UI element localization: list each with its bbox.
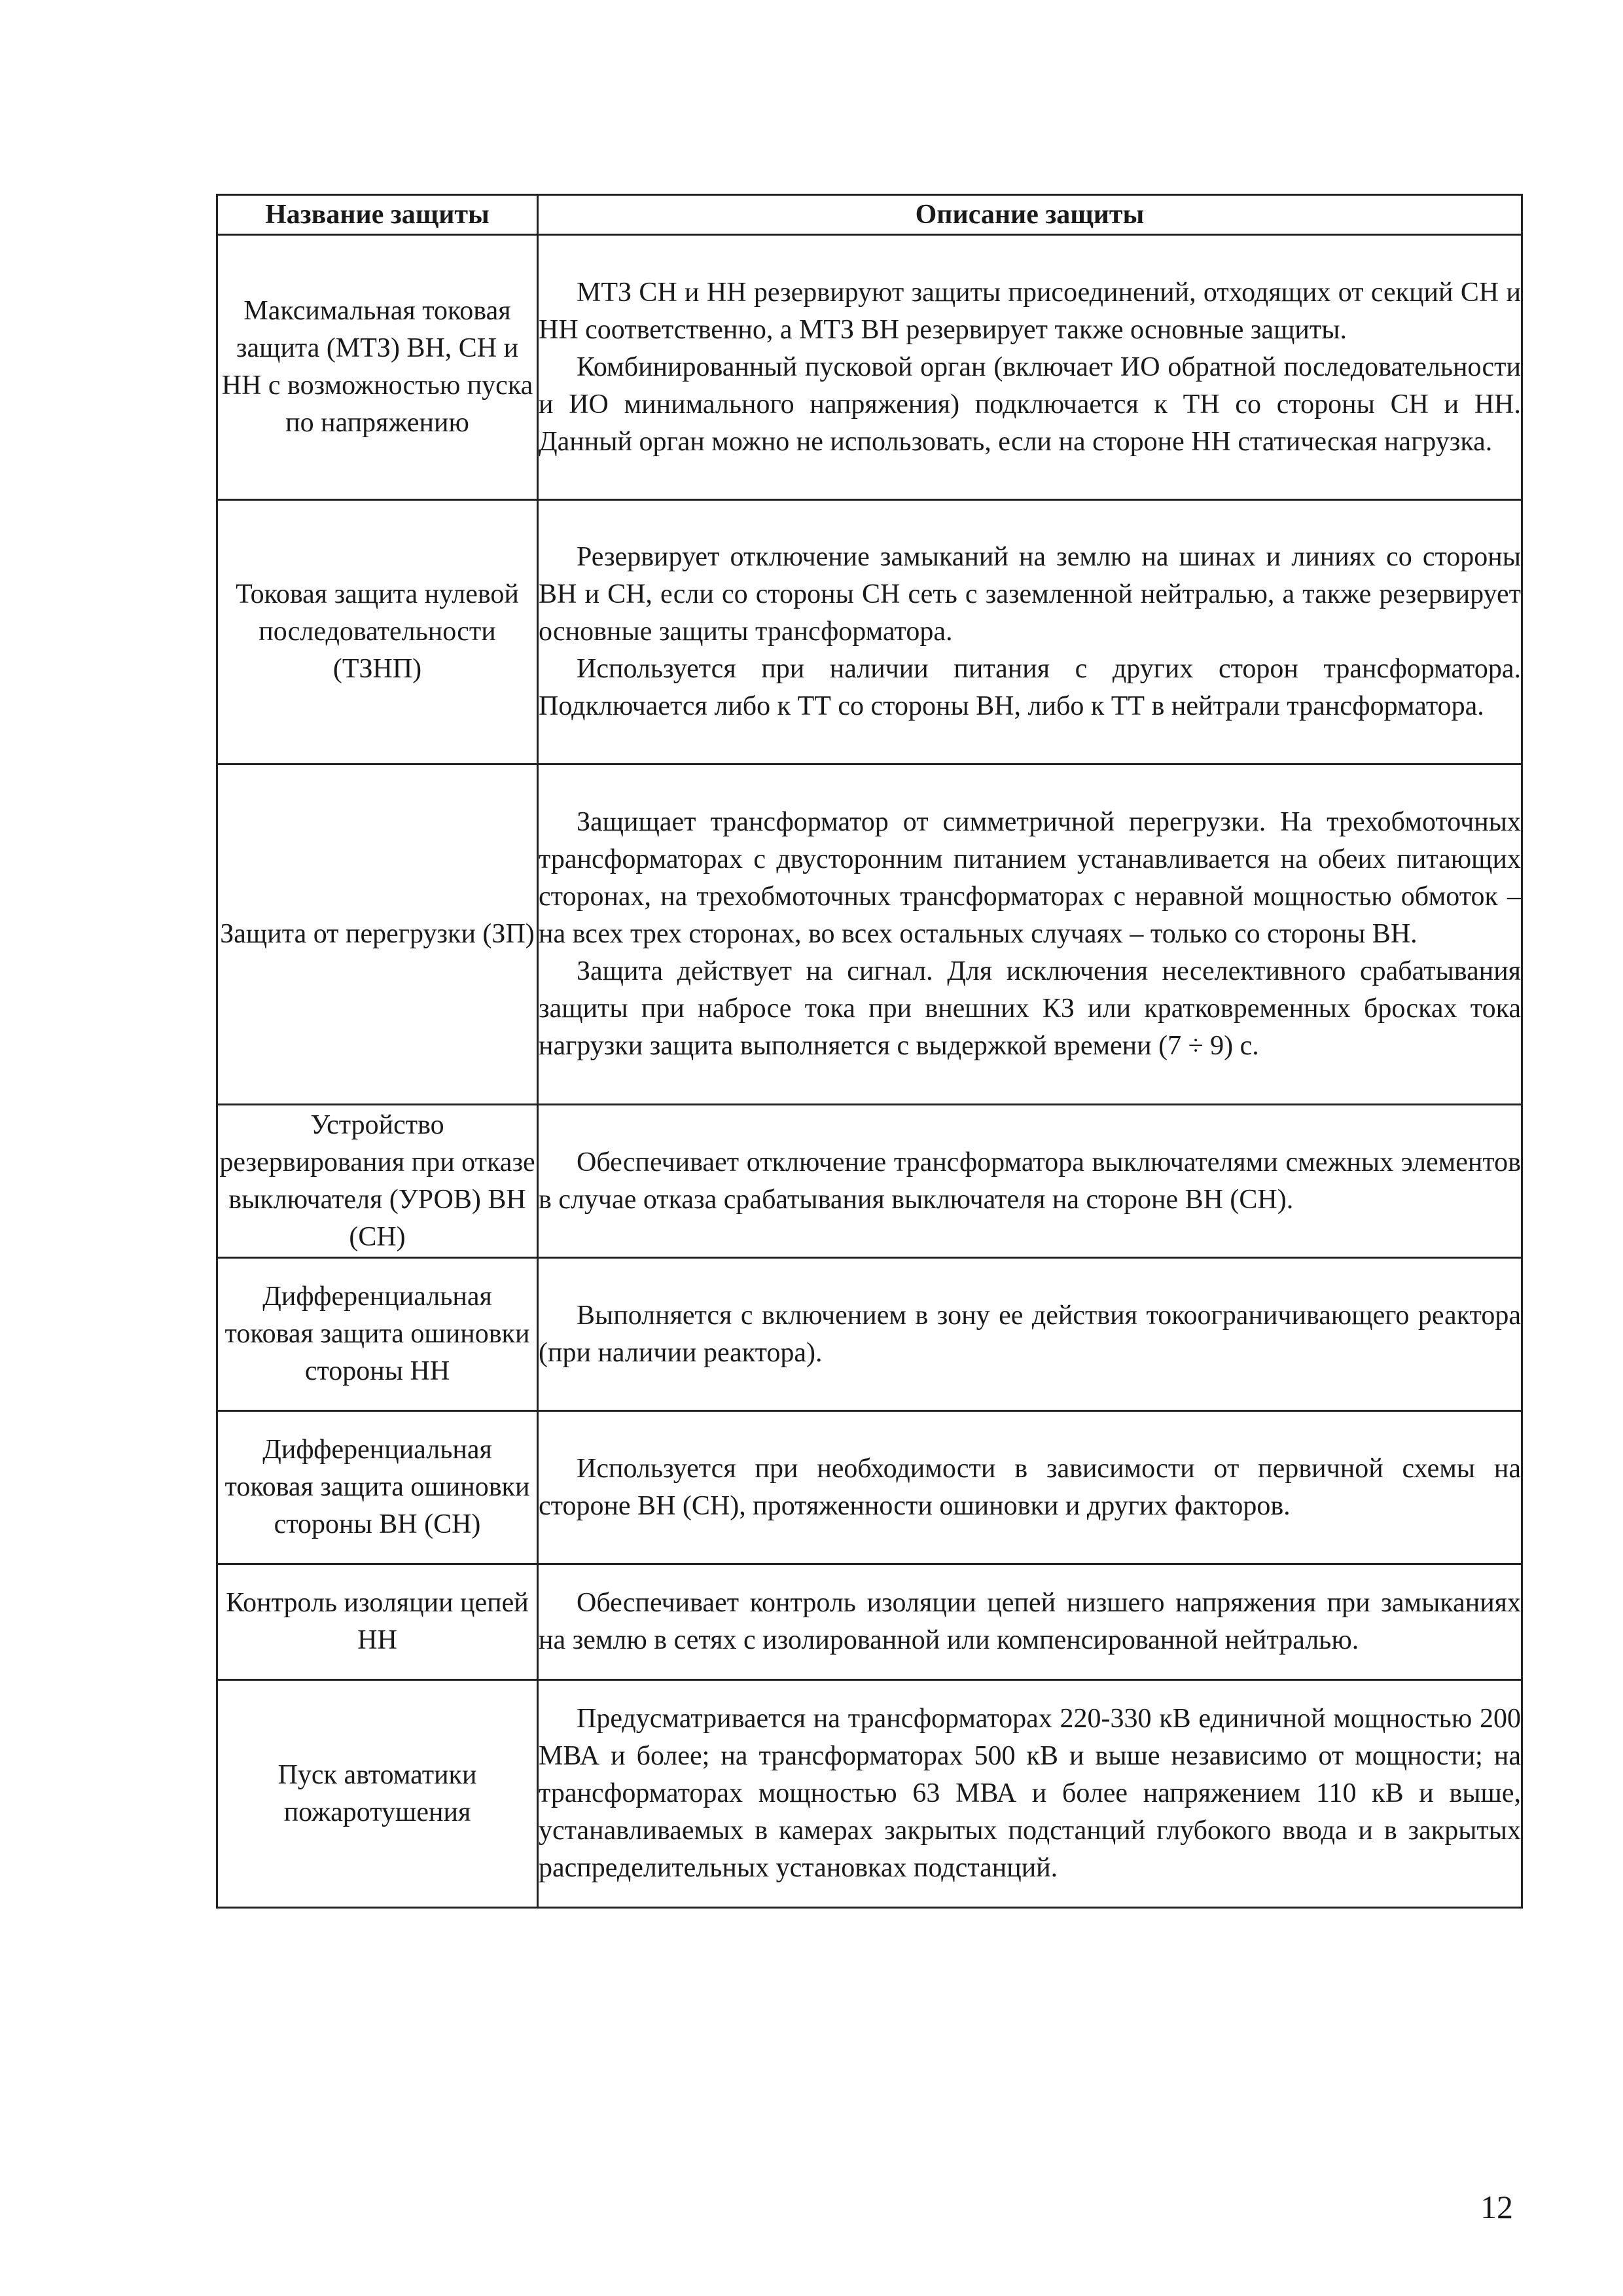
description-paragraph: МТЗ СН и НН резервируют защиты присоединений, отходящих от секций СН и НН соответственно, а МТЗ ВН резервирует также основные защиты. (539, 277, 1521, 345)
protection-description (538, 1411, 1522, 1564)
protection-name: Дифференциальная токовая защита ошиновки стороны ВН (СН) (217, 1411, 538, 1564)
protection-description (538, 1105, 1522, 1258)
protection-description (538, 1564, 1522, 1680)
protection-table (216, 194, 1523, 1909)
description-paragraph: Обеспечивает контроль изоляции цепей низшего напряжения при замыканиях на землю в сетях с изолированной или компенсированной нейтралью. (539, 1588, 1521, 1655)
table-row (217, 1680, 1522, 1908)
table-row (217, 1564, 1522, 1680)
header-protection-description: Описание защиты (538, 195, 1522, 235)
table-row (217, 1258, 1522, 1411)
protection-name: Дифференциальная токовая защита ошиновки стороны НН (217, 1258, 538, 1411)
protection-description (538, 764, 1522, 1105)
table-row (217, 235, 1522, 500)
description-paragraph: Резервирует отключение замыканий на землю на шинах и линиях со стороны ВН и СН, если со стороны СН сеть с заземленной нейтралью, а также резервирует основные защиты трансформатора. (539, 542, 1521, 647)
table-row (217, 1411, 1522, 1564)
protection-description (538, 1680, 1522, 1908)
protection-name: Устройство резервирования при отказе выключателя (УРОВ) ВН (СН) (217, 1105, 538, 1258)
protection-name: Пуск автоматики пожаротушения (217, 1680, 538, 1908)
description-paragraph: Защита действует на сигнал. Для исключения неселективного срабатывания защиты при набросе тока при внешних КЗ или кратковременных бросках тока нагрузки защита выполняется с выдержкой времени (7 ÷ 9) с. (539, 956, 1521, 1061)
table-row (217, 764, 1522, 1105)
description-paragraph: Предусматривается на трансформаторах 220-330 кВ единичной мощностью 200 МВА и более; на трансформаторах 500 кВ и выше независимо от мощности; на трансформаторах мощностью 63 МВА и более напряжением 110 кВ и выше, устанавливаемых в камерах закрытых подстанций глубокого ввода и в закрытых распределительных установках подстанций. (539, 1704, 1521, 1883)
header-protection-name: Название защиты (217, 195, 538, 235)
description-paragraph: Используется при необходимости в зависимости от первичной схемы на стороне ВН (СН), протяженности ошиновки и других факторов. (539, 1453, 1521, 1521)
table-header-row (217, 195, 1522, 235)
protection-name: Защита от перегрузки (ЗП) (217, 764, 538, 1105)
protection-description (538, 235, 1522, 500)
protection-name: Контроль изоляции цепей НН (217, 1564, 538, 1680)
protection-name: Максимальная токовая защита (МТЗ) ВН, СН и НН с возможностью пуска по напряжению (217, 235, 538, 500)
description-paragraph: Используется при наличии питания с других сторон трансформатора. Подключается либо к ТТ со стороны ВН, либо к ТТ в нейтрали трансформатора. (539, 654, 1521, 721)
description-paragraph: Выполняется с включением в зону ее действия токоограничивающего реактора (при наличии реактора). (539, 1300, 1521, 1368)
description-paragraph: Защищает трансформатор от симметричной перегрузки. На трехобмоточных трансформаторах с двусторонним питанием устанавливается на обеих питающих сторонах, на трехобмоточных трансформаторах с неравной мощностью обмоток – на всех трех сторонах, во всех остальных случаях – только со стороны ВН. (539, 807, 1521, 949)
description-paragraph: Обеспечивает отключение трансформатора выключателями смежных элементов в случае отказа срабатывания выключателя на стороне ВН (СН). (539, 1147, 1521, 1215)
protection-name: Токовая защита нулевой последовательности (ТЗНП) (217, 500, 538, 764)
protection-description (538, 500, 1522, 764)
table-row (217, 500, 1522, 764)
protection-description (538, 1258, 1522, 1411)
description-paragraph: Комбинированный пусковой орган (включает ИО обратной последовательности и ИО минимального напряжения) подключается к ТН со стороны СН и НН. Данный орган можно не использовать, если на стороне НН статическая нагрузка. (539, 351, 1521, 457)
table-row (217, 1105, 1522, 1258)
page-number: 12 (1480, 2189, 1513, 2225)
